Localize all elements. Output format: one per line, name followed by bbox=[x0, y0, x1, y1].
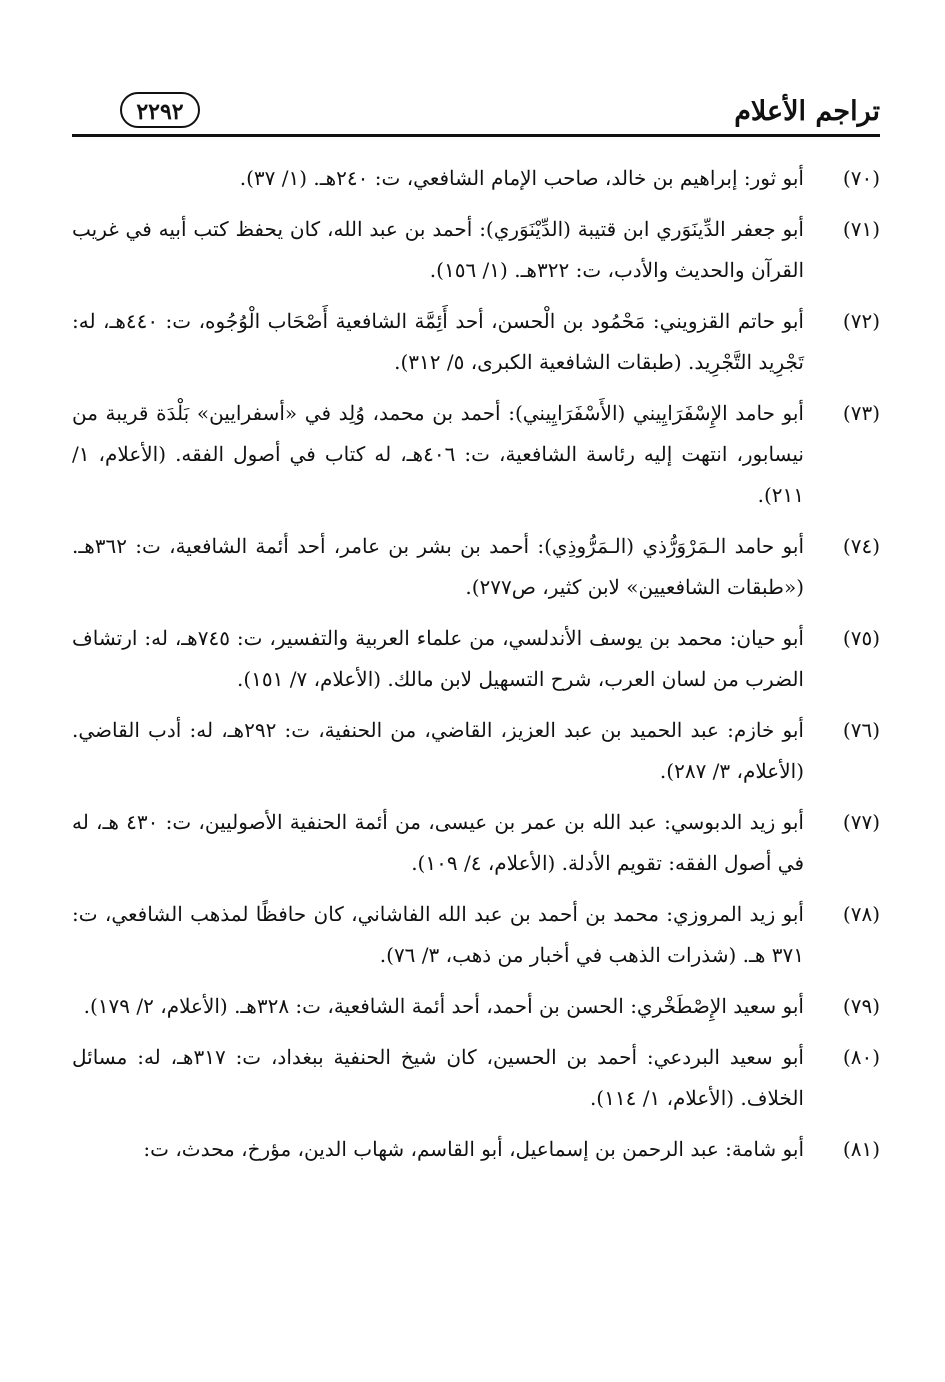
entry-text: أبو حاتم القزويني: مَحْمُود بن الْحسن، أحد أَئِمَّة الشافعية أَصْحَاب الْوُجُوه، ت: ٤٤٠هـ، له: تَجْرِيد التَّجْرِيد. (طبقات الشافعية الكبرى، ٥/ ٣١٢). bbox=[72, 309, 804, 374]
entry-81 bbox=[72, 1129, 880, 1170]
entry-71 bbox=[72, 209, 880, 291]
entry-text: أبو حامد الإِسْفَرَايِيني (الأَسْفَرَايِيني): أحمد بن محمد، وُلِد في «أسفرايين» بَلْدَة قريبة من نيسابور، انتهت إليه رئاسة الشافعية، ت: ٤٠٦هـ، له كتاب في أصول الفقه. (الأعلام، ١/ ٢١١). bbox=[72, 401, 804, 507]
entry-number: (٧٥) bbox=[842, 626, 880, 650]
entry-text: أبو جعفر الدِّينَوَري ابن قتيبة (الدِّيْنَوَري): أحمد بن عبد الله، كان يحفظ كتب أبيه في غريب القرآن والحديث والأدب، ت: ٣٢٢هـ. (١/ ١٥٦). bbox=[72, 217, 804, 282]
entry-number: (٧٦) bbox=[842, 718, 880, 742]
entry-number: (٨٠) bbox=[842, 1045, 880, 1069]
entry-70 bbox=[72, 158, 880, 199]
entry-text: أبو خازم: عبد الحميد بن عبد العزيز، القاضي، من الحنفية، ت: ٢٩٢هـ، له: أدب القاضي. (الأعلام، ٣/ ٢٨٧). bbox=[72, 718, 804, 783]
entry-76 bbox=[72, 710, 880, 792]
entry-text: أبو سعيد الإِصْطَخْري: الحسن بن أحمد، أحد أئمة الشافعية، ت: ٣٢٨هـ. (الأعلام، ٢/ ١٧٩). bbox=[83, 994, 804, 1018]
entry-number: (٧١) bbox=[842, 217, 880, 241]
entry-text: أبو سعيد البردعي: أحمد بن الحسين، كان شيخ الحنفية ببغداد، ت: ٣١٧هـ، له: مسائل الخلاف. (الأعلام، ١/ ١١٤). bbox=[72, 1045, 804, 1110]
entry-number: (٧٤) bbox=[842, 534, 880, 558]
page-number: ٢٢٩٢ bbox=[120, 92, 200, 128]
entry-text: أبو زيد الدبوسي: عبد الله بن عمر بن عيسى، من أئمة الحنفية الأصوليين، ت: ٤٣٠ هـ، له في أصول الفقه: تقويم الأدلة. (الأعلام، ٤/ ١٠٩). bbox=[72, 810, 804, 875]
entry-number: (٧٨) bbox=[842, 902, 880, 926]
entry-text: أبو زيد المروزي: محمد بن أحمد بن عبد الله الفاشاني، كان حافظًا لمذهب الشافعي، ت: ٣٧١ هـ. (شذرات الذهب في أخبار من ذهب، ٣/ ٧٦). bbox=[72, 902, 804, 967]
entry-73 bbox=[72, 393, 880, 516]
entry-number: (٧٧) bbox=[842, 810, 880, 834]
entry-number: (٨١) bbox=[842, 1137, 880, 1161]
entry-number: (٧٠) bbox=[842, 166, 880, 190]
running-title: تراجم الأعلام bbox=[734, 96, 880, 127]
entry-number: (٧٢) bbox=[842, 309, 880, 333]
entry-text: أبو شامة: عبد الرحمن بن إسماعيل، أبو القاسم، شهاب الدين، مؤرخ، محدث، ت: bbox=[143, 1137, 804, 1161]
entry-number: (٧٩) bbox=[842, 994, 880, 1018]
header-divider bbox=[72, 134, 880, 137]
entry-text: أبو ثور: إبراهيم بن خالد، صاحب الإمام الشافعي، ت: ٢٤٠هـ. (١/ ٣٧). bbox=[239, 166, 804, 190]
entry-text: أبو حامد الـمَرْوَرُّذي (الـمَرُّوذِي): أحمد بن بشر بن عامر، أحد أئمة الشافعية، ت: ٣٦٢هـ. («طبقات الشافعيين» لابن كثير، ص٢٧٧). bbox=[72, 534, 804, 599]
entry-77 bbox=[72, 802, 880, 884]
biography-entries bbox=[72, 158, 880, 1180]
entry-75 bbox=[72, 618, 880, 700]
entry-number: (٧٣) bbox=[842, 401, 880, 425]
page-header bbox=[72, 92, 880, 138]
entry-74 bbox=[72, 526, 880, 608]
entry-79 bbox=[72, 986, 880, 1027]
entry-72 bbox=[72, 301, 880, 383]
entry-80 bbox=[72, 1037, 880, 1119]
entry-text: أبو حيان: محمد بن يوسف الأندلسي، من علماء العربية والتفسير، ت: ٧٤٥هـ، له: ارتشاف الضرب من لسان العرب، شرح التسهيل لابن مالك. (الأعلام، ٧/ ١٥١). bbox=[72, 626, 804, 691]
entry-78 bbox=[72, 894, 880, 976]
